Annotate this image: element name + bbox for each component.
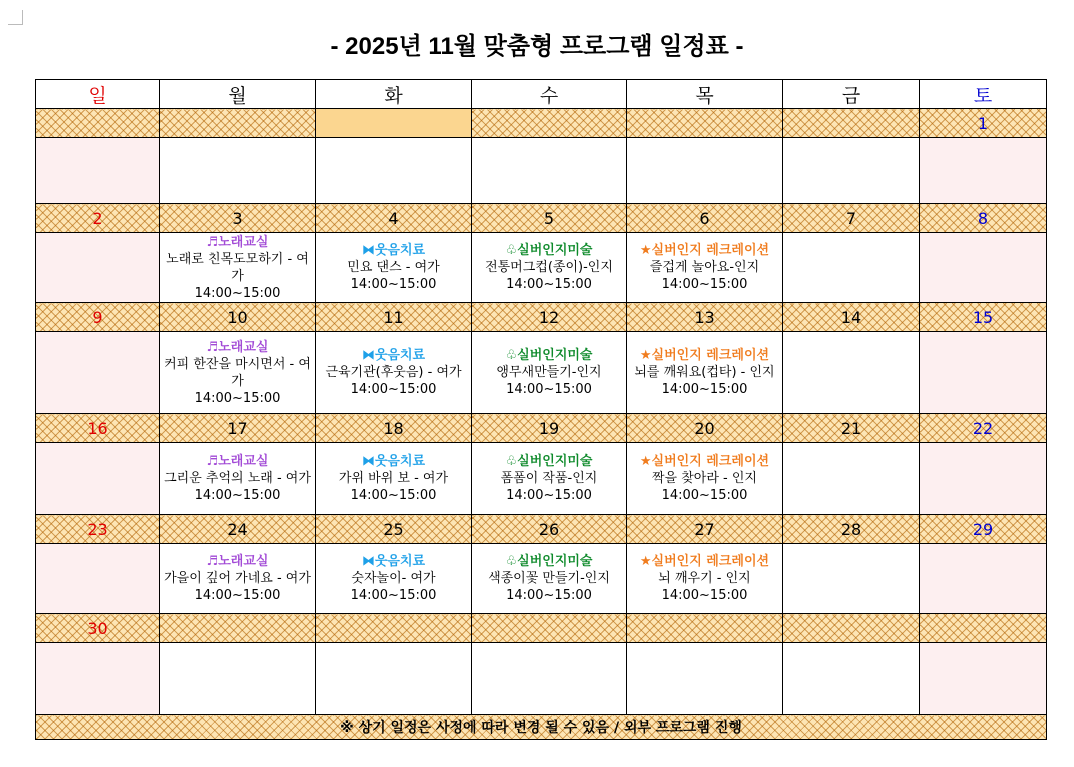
program-cell-sat: [920, 443, 1047, 515]
program-cell-fri: [783, 138, 920, 204]
program-category: ★실버인지 레크레이션: [639, 243, 770, 258]
date-cell-fri: 7: [783, 204, 920, 233]
program-row: [36, 138, 1047, 204]
date-row: [36, 614, 1047, 643]
date-cell-thu: 6: [627, 204, 783, 233]
date-cell-tue: [316, 614, 472, 643]
date-cell-wed: 12: [472, 303, 627, 332]
program-time: 14:00~15:00: [350, 588, 437, 603]
program-cell-wed: [472, 643, 627, 715]
date-cell-thu: 27: [627, 515, 783, 544]
program-category: ⧓웃음치료: [361, 454, 426, 469]
date-row: [36, 204, 1047, 233]
date-cell-wed: 19: [472, 414, 627, 443]
program-time: 14:00~15:00: [506, 588, 592, 603]
program-cell-mon: [160, 544, 316, 614]
program-cell-sun: [36, 332, 160, 414]
program-cell-tue: [316, 544, 472, 614]
program-time: 14:00~15:00: [661, 382, 748, 397]
program-category: ♧실버인지미술: [505, 454, 593, 469]
page-title: - 2025년 11월 맞춤형 프로그램 일정표 -: [330, 33, 744, 60]
date-cell-sun: [36, 109, 160, 138]
program-cell-wed: [472, 544, 627, 614]
program-activity: 숫자놀이- 여가: [351, 571, 436, 586]
program-activity: 그리운 추억의 노래 - 여가: [164, 471, 311, 486]
program-cell-sun: [36, 643, 160, 715]
program-category: ♬노래교실: [206, 454, 269, 469]
program-time: 14:00~15:00: [350, 488, 437, 503]
date-cell-sun: 2: [36, 204, 160, 233]
program-cell-thu: [627, 233, 783, 303]
program-category: ♬노래교실: [206, 554, 269, 569]
program-activity: 가을이 깊어 가네요 - 여가: [164, 571, 311, 586]
date-cell-sat: 22: [920, 414, 1047, 443]
program-activity: 뇌를 깨워요(컵타) - 인지: [634, 365, 775, 380]
date-row: [36, 414, 1047, 443]
date-cell-fri: [783, 614, 920, 643]
program-time: 14:00~15:00: [194, 390, 281, 406]
date-cell-sun: 23: [36, 515, 160, 544]
date-cell-thu: 20: [627, 414, 783, 443]
weekday-header-row: [36, 80, 1047, 109]
date-cell-tue: 11: [316, 303, 472, 332]
program-category: ★실버인지 레크레이션: [639, 454, 770, 469]
program-cell-sun: [36, 443, 160, 515]
weekday-thu: 목: [627, 80, 783, 109]
date-cell-mon: [160, 109, 316, 138]
program-cell-wed: [472, 138, 627, 204]
program-activity: 가위 바위 보 - 여가: [338, 471, 449, 486]
date-cell-sun: 30: [36, 614, 160, 643]
date-cell-tue: 18: [316, 414, 472, 443]
program-cell-mon: [160, 233, 316, 303]
program-cell-sat: [920, 544, 1047, 614]
program-cell-mon: [160, 138, 316, 204]
date-cell-tue: 4: [316, 204, 472, 233]
date-cell-wed: 26: [472, 515, 627, 544]
date-cell-sun: 16: [36, 414, 160, 443]
date-cell-wed: [472, 109, 627, 138]
program-cell-mon: [160, 332, 316, 414]
program-time: 14:00~15:00: [661, 277, 748, 292]
date-cell-sat: 1: [920, 109, 1047, 138]
program-cell-tue: [316, 332, 472, 414]
program-cell-fri: [783, 233, 920, 303]
date-cell-sat: 15: [920, 303, 1047, 332]
program-activity: 짝을 찾아라 - 인지: [652, 471, 757, 486]
program-cell-fri: [783, 544, 920, 614]
program-cell-thu: [627, 544, 783, 614]
date-cell-mon: 17: [160, 414, 316, 443]
program-cell-sun: [36, 233, 160, 303]
program-category: ♧실버인지미술: [505, 348, 593, 363]
program-category: ⧓웃음치료: [361, 348, 426, 363]
program-category: ⧓웃음치료: [361, 243, 426, 258]
program-cell-sat: [920, 233, 1047, 303]
program-row: [36, 643, 1047, 715]
date-cell-mon: 24: [160, 515, 316, 544]
program-activity: 전통머그컵(종이)-인지: [485, 260, 613, 275]
program-time: 14:00~15:00: [506, 488, 592, 503]
program-cell-wed: [472, 443, 627, 515]
date-cell-fri: 21: [783, 414, 920, 443]
program-cell-thu: [627, 443, 783, 515]
date-cell-mon: 3: [160, 204, 316, 233]
program-row: [36, 443, 1047, 515]
date-cell-fri: 28: [783, 515, 920, 544]
weekday-wed: 수: [472, 80, 627, 109]
program-row: [36, 544, 1047, 614]
program-cell-tue: [316, 443, 472, 515]
date-row: [36, 303, 1047, 332]
weekday-sat: 토: [920, 80, 1047, 109]
program-time: 14:00~15:00: [194, 285, 281, 301]
program-time: 14:00~15:00: [350, 277, 437, 292]
program-row: [36, 332, 1047, 414]
program-category: ⧓웃음치료: [361, 554, 426, 569]
program-cell-tue: [316, 233, 472, 303]
program-cell-sat: [920, 643, 1047, 715]
date-cell-sat: 8: [920, 204, 1047, 233]
program-cell-thu: [627, 138, 783, 204]
program-cell-thu: [627, 643, 783, 715]
date-row: [36, 109, 1047, 138]
date-cell-mon: 10: [160, 303, 316, 332]
program-activity: 근육기관(후웃음) - 여가: [325, 365, 462, 380]
program-activity: 앵무새만들기-인지: [496, 365, 602, 380]
program-time: 14:00~15:00: [506, 382, 592, 397]
calendar-table: [35, 79, 1047, 740]
program-time: 14:00~15:00: [194, 488, 281, 503]
date-cell-tue: 25: [316, 515, 472, 544]
program-row: [36, 233, 1047, 303]
date-cell-wed: [472, 614, 627, 643]
program-time: 14:00~15:00: [194, 588, 281, 603]
program-time: 14:00~15:00: [661, 588, 748, 603]
date-cell-thu: [627, 109, 783, 138]
program-cell-tue: [316, 643, 472, 715]
program-activity: 커피 한잔을 마시면서 - 여가: [164, 356, 311, 389]
program-activity: 색종이꽃 만들기-인지: [488, 571, 610, 586]
date-cell-sat: [920, 614, 1047, 643]
program-cell-sat: [920, 332, 1047, 414]
program-cell-mon: [160, 643, 316, 715]
program-category: ★실버인지 레크레이션: [639, 348, 770, 363]
program-cell-wed: [472, 332, 627, 414]
program-cell-thu: [627, 332, 783, 414]
program-category: ♬노래교실: [206, 234, 269, 250]
program-cell-fri: [783, 643, 920, 715]
program-cell-sun: [36, 544, 160, 614]
page-corner-mark: [8, 10, 23, 25]
date-cell-tue: [316, 109, 472, 138]
weekday-sun: 일: [36, 80, 160, 109]
program-activity: 즐겁게 놀아요-인지: [649, 260, 760, 275]
program-cell-sat: [920, 138, 1047, 204]
program-activity: 뇌 깨우기 - 인지: [658, 571, 751, 586]
date-cell-sat: 29: [920, 515, 1047, 544]
program-cell-tue: [316, 138, 472, 204]
program-cell-mon: [160, 443, 316, 515]
program-activity: 민요 댄스 - 여가: [347, 260, 440, 275]
program-category: ★실버인지 레크레이션: [639, 554, 770, 569]
program-cell-fri: [783, 332, 920, 414]
date-cell-fri: [783, 109, 920, 138]
program-cell-fri: [783, 443, 920, 515]
date-cell-mon: [160, 614, 316, 643]
weekday-fri: 금: [783, 80, 920, 109]
date-cell-thu: [627, 614, 783, 643]
date-cell-thu: 13: [627, 303, 783, 332]
program-time: 14:00~15:00: [506, 277, 592, 292]
weekday-mon: 월: [160, 80, 316, 109]
program-category: ♬노래교실: [206, 339, 269, 355]
program-cell-sun: [36, 138, 160, 204]
date-row: [36, 515, 1047, 544]
program-cell-wed: [472, 233, 627, 303]
program-time: 14:00~15:00: [661, 488, 748, 503]
date-cell-fri: 14: [783, 303, 920, 332]
program-category: ♧실버인지미술: [505, 243, 593, 258]
program-time: 14:00~15:00: [350, 382, 437, 397]
schedule-note: ※ 상기 일정은 사정에 따라 변경 될 수 있음 / 외부 프로그램 진행: [36, 715, 1047, 740]
program-category: ♧실버인지미술: [505, 554, 593, 569]
program-activity: 폼폼이 작품-인지: [500, 471, 598, 486]
date-cell-wed: 5: [472, 204, 627, 233]
date-cell-sun: 9: [36, 303, 160, 332]
program-activity: 노래로 친목도모하기 - 여가: [166, 251, 309, 284]
weekday-tue: 화: [316, 80, 472, 109]
